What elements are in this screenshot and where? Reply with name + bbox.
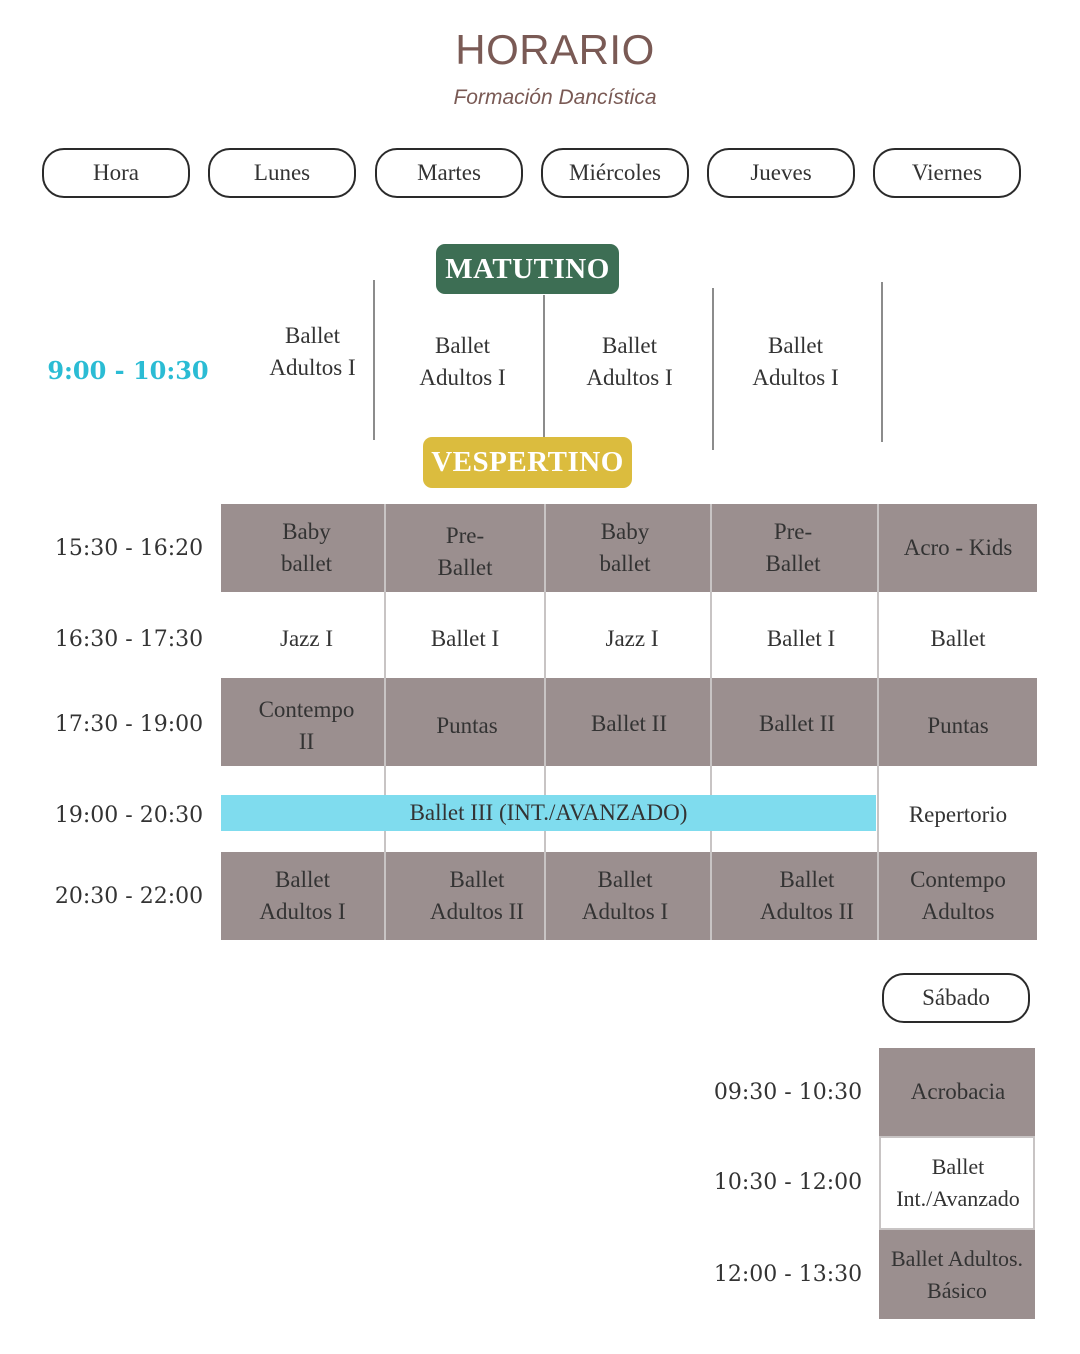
- day-header-jueves: Jueves: [707, 148, 855, 198]
- class-cell: Ballet II: [759, 711, 835, 736]
- morning-time: 9:00 - 10:30: [47, 355, 209, 385]
- class-cell: Ballet: [930, 626, 986, 651]
- saturday-time: 10:30 - 12:00: [713, 1169, 863, 1195]
- day-header-miercoles: Miércoles: [541, 148, 689, 198]
- class-cell: Acrobacia: [910, 1079, 1006, 1104]
- evening-time: 15:30 - 16:20: [54, 535, 204, 561]
- morning-divider: [712, 288, 714, 450]
- class-cell: Contempo Adultos: [910, 867, 1006, 924]
- evening-time: 17:30 - 19:00: [54, 711, 204, 737]
- day-header-martes: Martes: [375, 148, 523, 198]
- saturday-time: 12:00 - 13:30: [713, 1261, 863, 1287]
- page-title: HORARIO: [455, 26, 655, 73]
- class-cell: Contempo II: [258, 697, 355, 754]
- class-cell: Jazz I: [605, 626, 659, 651]
- morning-class-martes: Ballet Adultos I: [419, 333, 506, 390]
- morning-class-lunes: Ballet Adultos I: [269, 323, 356, 380]
- morning-badge: MATUTINO: [436, 244, 619, 294]
- morning-divider: [881, 282, 883, 442]
- class-cell: Ballet Adultos II: [430, 867, 524, 924]
- class-cell: Ballet II: [591, 711, 667, 736]
- day-header-viernes: Viernes: [873, 148, 1021, 198]
- class-cell: Ballet Adultos. Básico: [891, 1245, 1023, 1303]
- morning-divider: [543, 295, 545, 440]
- class-cell: Jazz I: [280, 626, 333, 651]
- class-cell: Ballet Adultos II: [760, 867, 854, 924]
- class-cell: Baby ballet: [280, 519, 333, 576]
- morning-class-miercoles: Ballet Adultos I: [586, 333, 673, 390]
- class-cell: Ballet I: [430, 626, 500, 651]
- class-cell: Acro - Kids: [903, 535, 1013, 560]
- class-cell: Baby ballet: [599, 519, 651, 576]
- class-cell: Ballet Adultos I: [581, 867, 669, 924]
- evening-badge: VESPERTINO: [423, 437, 632, 488]
- day-header-lunes: Lunes: [208, 148, 356, 198]
- day-header-sabado: Sábado: [882, 973, 1030, 1023]
- morning-class-jueves: Ballet Adultos I: [752, 333, 839, 390]
- class-cell: Repertorio: [908, 802, 1008, 827]
- evening-time: 16:30 - 17:30: [54, 626, 204, 652]
- class-cell: Puntas: [927, 713, 989, 738]
- class-cell: Ballet Int./Avanzado: [896, 1154, 1020, 1211]
- page-subtitle: Formación Dancística: [453, 86, 657, 109]
- evening-time: 19:00 - 20:30: [54, 802, 204, 828]
- class-cell: Pre- Ballet: [437, 523, 493, 580]
- saturday-time: 09:30 - 10:30: [713, 1079, 863, 1105]
- ballet-iii-span: Ballet III (INT./AVANZADO): [221, 795, 876, 831]
- evening-time: 20:30 - 22:00: [54, 883, 204, 909]
- class-cell: Ballet Adultos I: [259, 867, 346, 924]
- class-cell: Puntas: [436, 713, 498, 738]
- class-cell: Ballet I: [766, 626, 836, 651]
- day-header-hora: Hora: [42, 148, 190, 198]
- class-cell: Pre- Ballet: [765, 519, 821, 576]
